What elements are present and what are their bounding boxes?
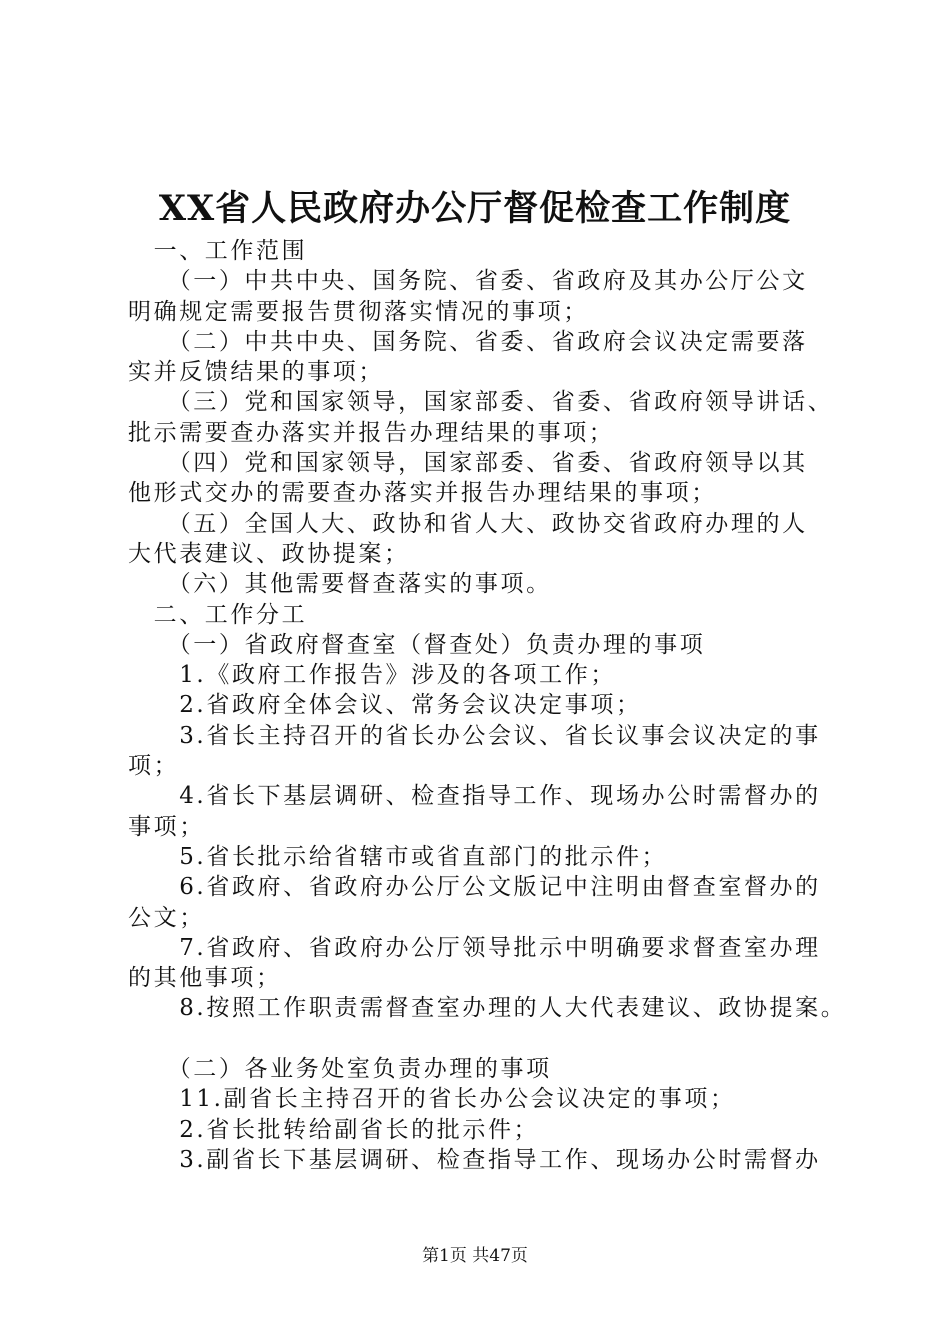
text-line: 6.省政府、省政府办公厅公文版记中注明由督查室督办的 <box>128 874 821 901</box>
page-footer: 第1页 共47页 <box>422 1246 528 1266</box>
text-line: 他形式交办的需要查办落实并报告办理结果的事项； <box>128 480 717 507</box>
text-line: （四）党和国家领导，国家部委、省委、省政府领导以其 <box>128 450 808 477</box>
text-line: 2.省政府全体会议、常务会议决定事项； <box>128 692 642 719</box>
text-line: 大代表建议、政协提案； <box>128 540 410 567</box>
text-line: 3.省长主持召开的省长办公会议、省长议事会议决定的事 <box>128 722 821 749</box>
text-line: 11.副省长主持召开的省长办公会议决定的事项； <box>128 1086 736 1113</box>
text-line: （一）省政府督查室（督查处）负责办理的事项 <box>128 631 706 658</box>
blank-line <box>128 1024 848 1054</box>
document-title: XX省人民政府办公厅督促检查工作制度 <box>158 188 792 229</box>
text-line: 4.省长下基层调研、检查指导工作、现场办公时需督办的 <box>128 783 821 810</box>
text-line: 1.《政府工作报告》涉及的各项工作； <box>128 662 616 689</box>
text-line: 事项； <box>128 813 205 840</box>
text-line: （六）其他需要督查落实的事项。 <box>128 571 552 598</box>
text-line: 2.省长批转给副省长的批示件； <box>128 1116 540 1143</box>
text-line: （三）党和国家领导，国家部委、省委、省政府领导讲话、 <box>128 389 834 416</box>
text-line: 7.省政府、省政府办公厅领导批示中明确要求督查室办理 <box>128 934 821 961</box>
text-line: （二）各业务处室负责办理的事项 <box>128 1056 552 1083</box>
text-line: 批示需要查办落实并报告办理结果的事项； <box>128 419 615 446</box>
text-line: 明确规定需要报告贯彻落实情况的事项； <box>128 298 589 325</box>
text-line: （二）中共中央、国务院、省委、省政府会议决定需要落 <box>128 328 808 355</box>
text-line: 一、工作范围 <box>128 238 308 264</box>
text-line: （一）中共中央、国务院、省委、省政府及其办公厅公文 <box>128 268 808 295</box>
text-line: 8.按照工作职责需督查室办理的人大代表建议、政协提案。 <box>128 995 847 1022</box>
document-body <box>128 236 848 1175</box>
text-line: 项； <box>128 753 180 780</box>
text-line: 公文； <box>128 904 205 931</box>
text-line: 二、工作分工 <box>128 601 308 628</box>
text-line: 的其他事项； <box>128 965 282 992</box>
text-line: 3.副省长下基层调研、检查指导工作、现场办公时需督办 <box>128 1146 821 1173</box>
text-line: 5.省长批示给省辖市或省直部门的批示件； <box>128 843 668 870</box>
text-line: 实并反馈结果的事项； <box>128 359 384 386</box>
text-line: （五）全国人大、政协和省人大、政协交省政府办理的人 <box>128 510 808 537</box>
